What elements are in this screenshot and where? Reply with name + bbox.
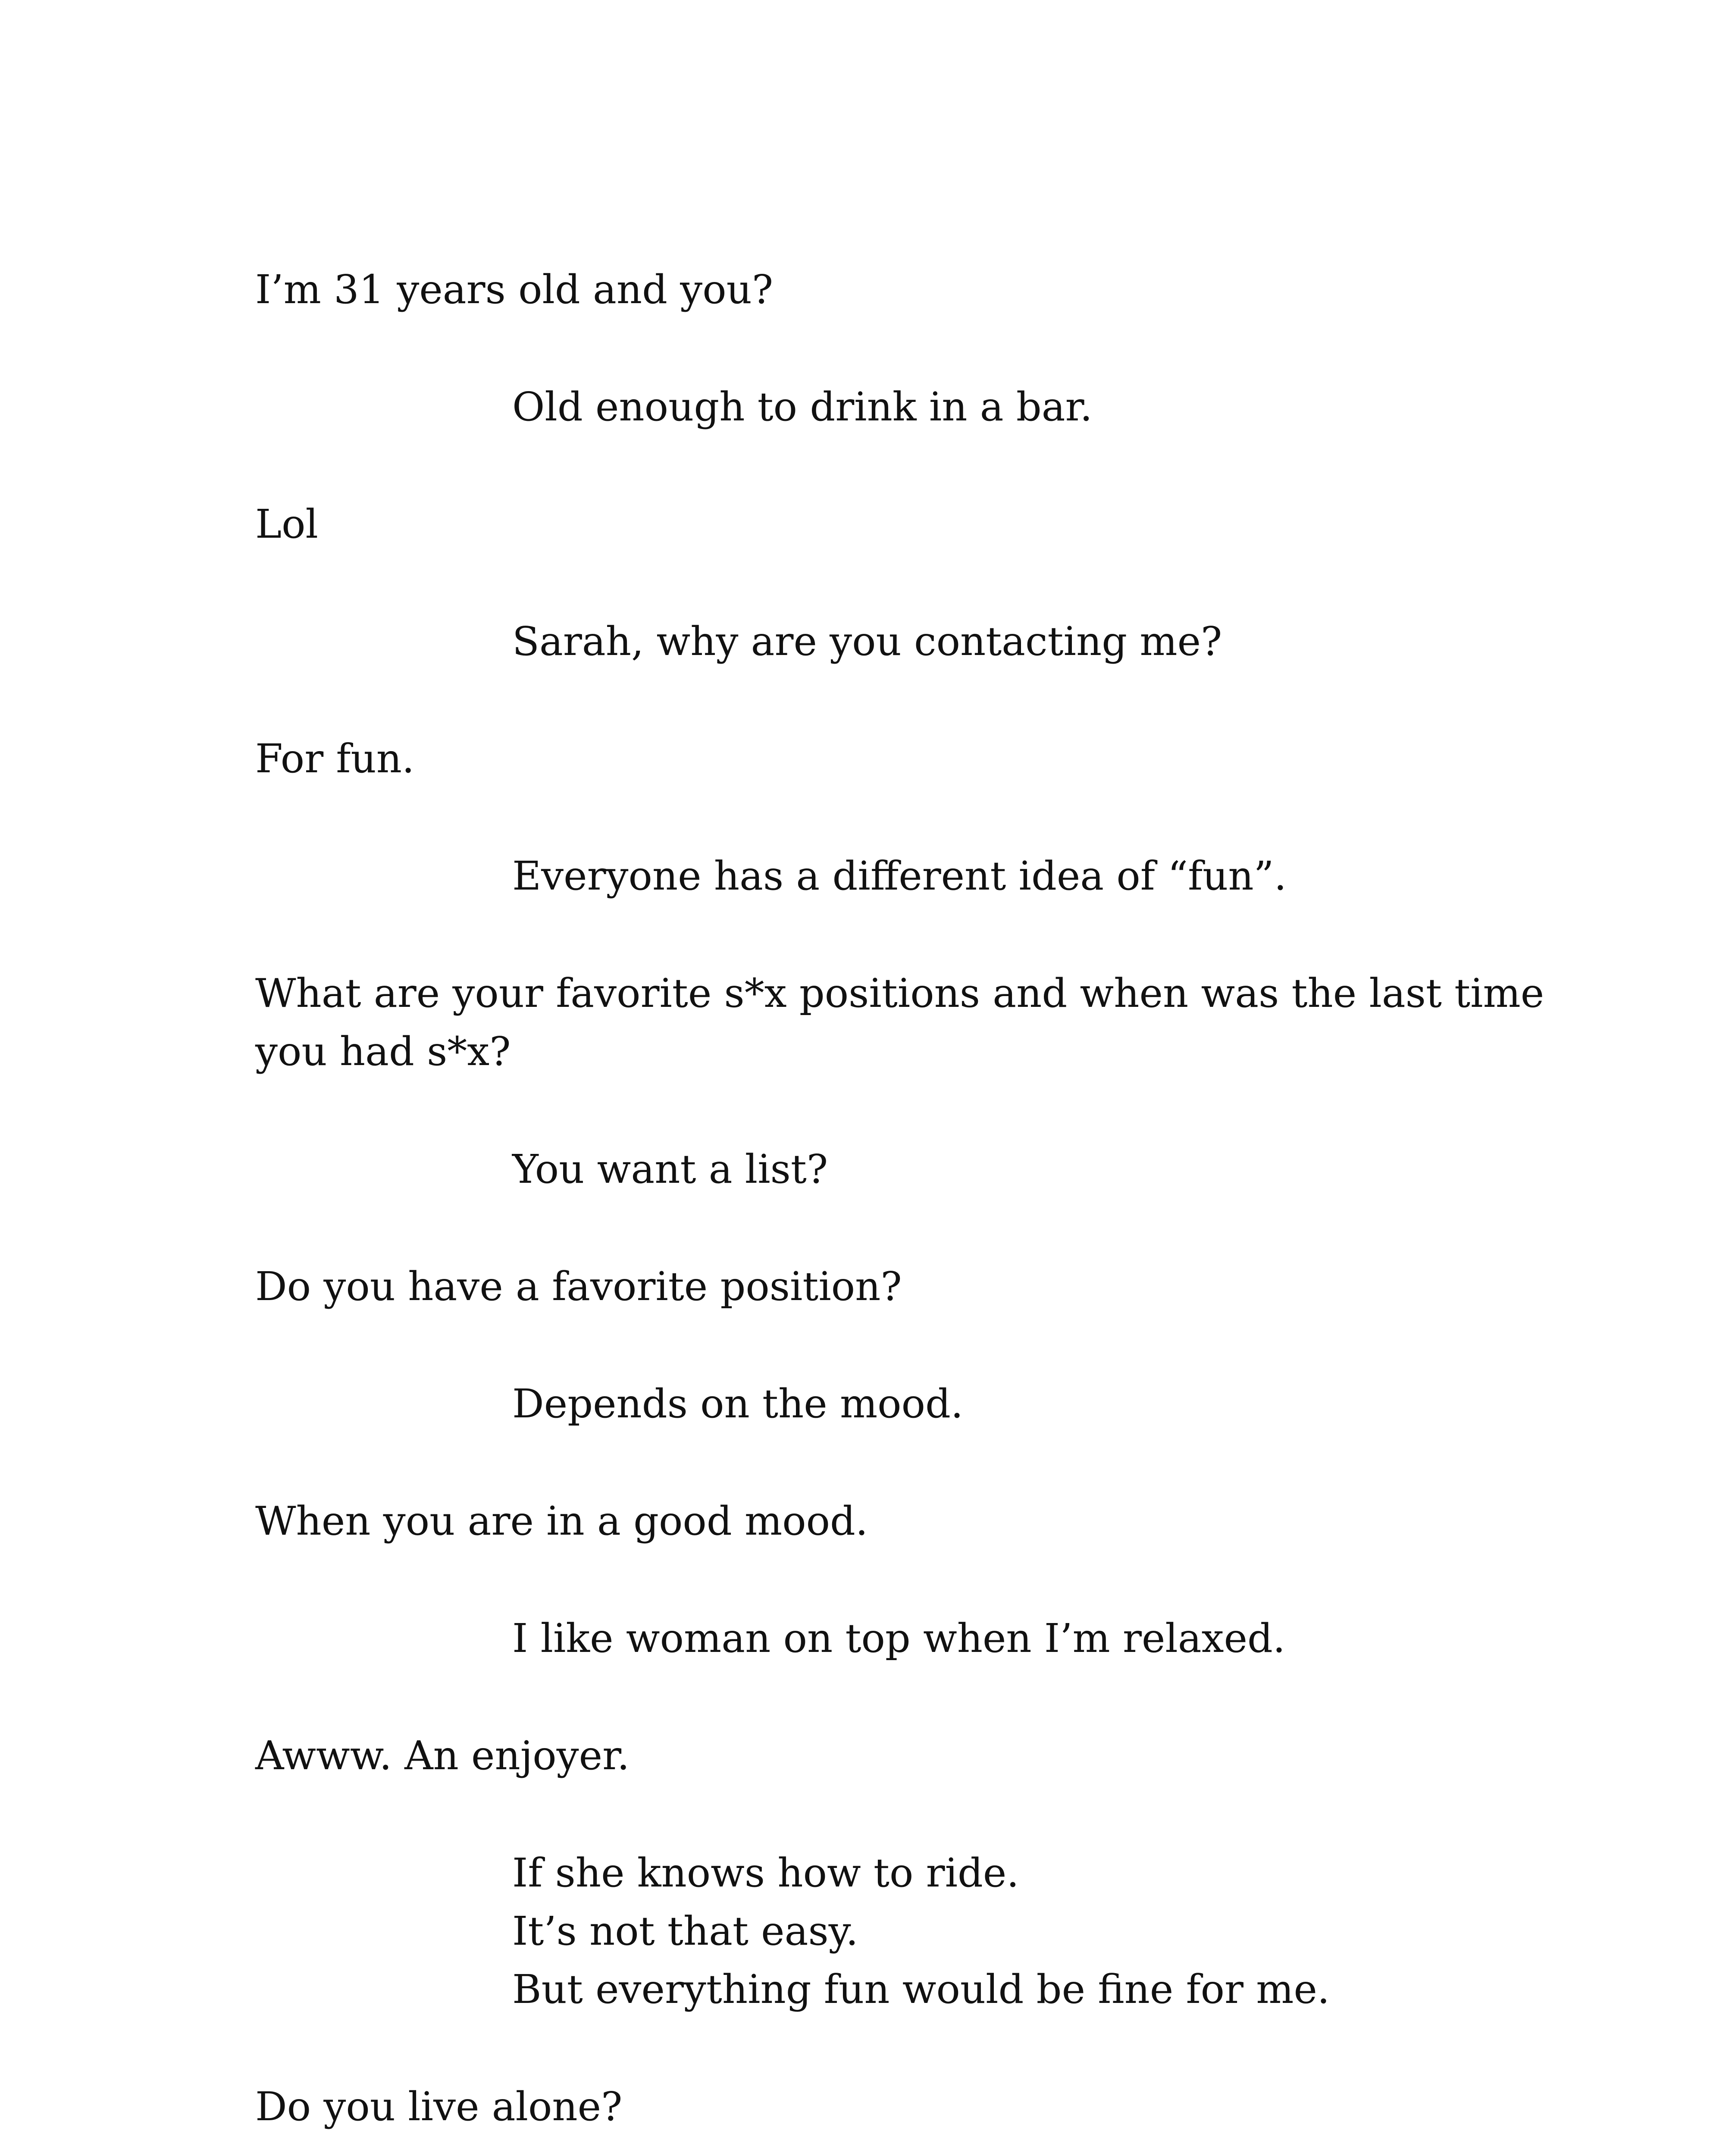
reply-line: Depends on the mood. bbox=[512, 1381, 964, 1427]
message-line: Lol bbox=[255, 501, 318, 547]
message-line: you had s*x? bbox=[255, 1028, 511, 1075]
message-line: For fun. bbox=[255, 736, 415, 782]
reply-line: It’s not that easy. bbox=[512, 1908, 858, 1954]
message-line: Awww. An enjoyer. bbox=[255, 1733, 630, 1779]
message-line: Do you have a favorite position? bbox=[255, 1263, 902, 1310]
reply-line: Everyone has a different idea of “fun”. bbox=[512, 853, 1287, 899]
reply-line: You want a list? bbox=[512, 1146, 828, 1192]
message-line: What are your favorite s*x positions and when was the last time bbox=[255, 970, 1544, 1016]
reply-line: I like woman on top when I’m relaxed. bbox=[512, 1615, 1286, 1661]
reply-line: Old enough to drink in a bar. bbox=[512, 384, 1093, 430]
message-line: Do you live alone? bbox=[255, 2084, 623, 2130]
reply-line: If she knows how to ride. bbox=[512, 1850, 1019, 1896]
reply-paragraph bbox=[512, 1844, 1330, 2018]
reply-line: Sarah, why are you contacting me? bbox=[512, 618, 1222, 664]
message-line: I’m 31 years old and you? bbox=[255, 266, 774, 313]
message-paragraph bbox=[255, 964, 1544, 1081]
message-line: When you are in a good mood. bbox=[255, 1498, 868, 1544]
reply-line: But everything fun would be fine for me. bbox=[512, 1966, 1330, 2012]
